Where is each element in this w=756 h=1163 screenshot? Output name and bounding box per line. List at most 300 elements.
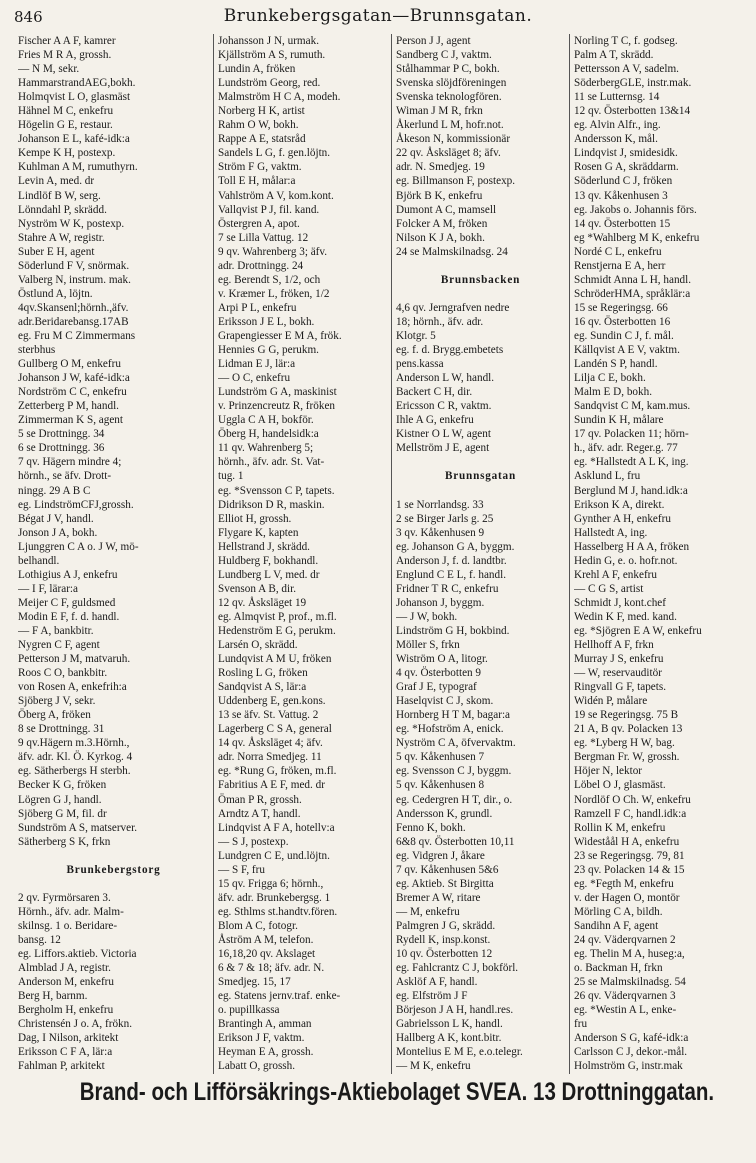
directory-entry: — S J, postexp.	[218, 835, 289, 848]
directory-entry: eg. *Fegth M, enkefru	[574, 877, 674, 890]
directory-entry: SchröderHMA, språklär:a	[574, 287, 691, 300]
directory-entry: Lönndahl P, skrädd.	[18, 203, 107, 216]
directory-entry: 23 qv. Polacken 14 & 15	[574, 863, 685, 876]
directory-entry: 13 se äfv. St. Vattug. 2	[218, 709, 319, 722]
directory-entry: Hallstedt A, ing.	[574, 526, 648, 539]
directory-entry: eg *Wahlberg M K, enkefru	[574, 231, 700, 244]
directory-entry: hörnh., se äfv. Drott-	[18, 470, 112, 483]
directory-entry: Sandels L G, f. gen.löjtn.	[218, 147, 331, 160]
directory-entry: Kistner O L W, agent	[396, 428, 491, 441]
directory-entry: Modin E F, f. d. handl.	[18, 610, 120, 623]
directory-entry: eg. *Lyberg H W, bag.	[574, 737, 675, 750]
directory-entry: eg. Fahlcrantz C J, bokförl.	[396, 962, 519, 975]
directory-entry	[218, 1073, 387, 1074]
directory-entry: 14 qv. Österbotten 15	[574, 217, 671, 230]
directory-entry: eg. Elfström J F	[396, 990, 468, 1003]
directory-entry: Hennies G G, perukm.	[218, 344, 319, 357]
street-heading: Brunnsbacken	[440, 273, 521, 286]
directory-entry: Schmidt J, kont.chef	[574, 596, 666, 609]
directory-entry: Nyström W K, postexp.	[18, 217, 125, 230]
directory-entry: 1 se Norrlandsg. 33	[396, 498, 484, 511]
directory-entry: Vahlström A V, kom.kont.	[218, 189, 334, 202]
directory-entry: 6&8 qv. Österbotten 10,11	[396, 835, 515, 848]
directory-entry: Nordström C C, enkefru	[18, 386, 127, 399]
directory-entry: Haselqvist C J, skom.	[396, 695, 494, 708]
directory-entry: Öman P R, grossh.	[218, 793, 302, 806]
directory-entry: belhandl.	[18, 554, 60, 567]
directory-entry: Rosling L G, fröken	[218, 667, 308, 680]
directory-entry: o. Backman H, frkn	[574, 962, 663, 975]
directory-entry: 15 qv. Frigga 6; hörnh.,	[218, 877, 324, 890]
directory-entry: adr.Beridarebansg.17AB	[18, 315, 129, 328]
directory-entry: HammarstrandAEG,bokh.	[18, 77, 136, 90]
directory-entry: Högelin G E, restaur.	[18, 119, 113, 132]
directory-entry: eg. *Sjögren E A W, enkefru	[574, 624, 702, 637]
directory-entry: eg. Almqvist P, prof., m.fl.	[218, 610, 337, 623]
directory-entry: 16,18,20 qv. Akslaget	[218, 948, 316, 961]
directory-entry: Mörling C A, bildh.	[574, 905, 663, 918]
directory-entry: Malmström H C A, modeh.	[218, 91, 341, 104]
directory-entry: — N M, sekr.	[18, 63, 80, 76]
street-heading: Brunkebergstorg	[66, 863, 161, 876]
directory-entry: eg. Cedergren H T, dir., o.	[396, 793, 513, 806]
directory-entry: Becker K G, fröken	[18, 779, 107, 792]
directory-entry: Löbel O J, glasmäst.	[574, 779, 666, 792]
directory-entry: Didrikson D R, maskin.	[218, 498, 325, 511]
directory-entry: 11 se Lutternsg. 14	[574, 91, 660, 104]
directory-entry: 7 se Lilla Vattug. 12	[218, 231, 309, 244]
directory-entry: Öberg H, handelsidk:a	[218, 428, 319, 441]
directory-entry: Grapengiesser E M A, frök.	[218, 329, 342, 342]
directory-entry: ningg. 29 A B C	[18, 484, 91, 497]
directory-entry: Roos C O, bankbitr.	[18, 667, 108, 680]
directory-entry: 24 qv. Väderqvarnen 2	[574, 934, 676, 946]
directory-entry: 4 qv. Österbotten 9	[396, 667, 482, 680]
directory-entry: Wideståål H A, enkefru	[574, 835, 680, 848]
directory-entry: Malm E D, bokh.	[574, 386, 652, 399]
directory-entry: — O C, enkefru	[218, 372, 291, 385]
directory-entry: Kuhlman A M, rumuthyrn.	[18, 161, 138, 174]
directory-entry: eg. *Hallstedt A L K, ing.	[574, 456, 689, 469]
directory-entry: Flygare K, kapten	[218, 526, 299, 539]
directory-entry: Arndtz A T, handl.	[218, 807, 301, 820]
directory-entry: Fridner T R C, enkefru	[396, 582, 499, 595]
directory-entry: — S F, fru	[218, 863, 265, 876]
directory-entry: Lundberg L V, med. dr	[218, 568, 320, 581]
directory-entry: v. Prinzencreutz R, fröken	[218, 400, 336, 413]
directory-entry: Hornberg H T M, bagar:a	[396, 709, 511, 722]
directory-entry: 18; hörnh., äfv. adr.	[396, 315, 484, 328]
directory-entry: eg. Billmanson F, postexp.	[396, 175, 516, 188]
directory-entry: — W, reservauditör	[574, 667, 662, 680]
directory-entry: Bremer A W, ritare	[396, 891, 481, 904]
directory-entry: 24 se Malmskilnadsg. 24	[396, 245, 508, 258]
directory-entry: Palmgren J G, skrädd.	[396, 919, 496, 932]
directory-entry: Lindlöf B W, serg.	[18, 189, 101, 202]
directory-entry: Johanson J W, kafé-idk:a	[18, 372, 130, 385]
directory-entry: Ljunggren C A o. J W, mö-	[18, 540, 139, 553]
directory-entry: 16 qv. Österbotten 16	[574, 315, 671, 328]
directory-entry: sterbhus	[18, 344, 56, 357]
directory-entry: Folcker A M, fröken	[396, 217, 488, 230]
directory-entry: eg. Sundin C J, f. mål.	[574, 329, 674, 342]
directory-entry: Norling T C, f. godseg.	[574, 35, 678, 47]
directory-entry: 6 & 7 & 18; äfv. adr. N.	[218, 962, 325, 975]
directory-entry: Brantingh A, amman	[218, 1018, 312, 1031]
directory-entry: eg. Aktieb. St Birgitta	[396, 877, 494, 890]
directory-entry: Kjällström A S, rumuth.	[218, 49, 326, 62]
directory-entry: Svenska slöjdföreningen	[396, 77, 507, 90]
directory-entry: Zetterberg P M, handl.	[18, 400, 119, 413]
directory-entry: Lindqvist J, smidesidk.	[574, 147, 678, 160]
directory-entry: Mellström J E, agent	[396, 442, 490, 455]
directory-entry: eg. Thelin M A, huseg:a,	[574, 948, 685, 961]
directory-entry: 3 qv. Kåkenhusen 9	[396, 526, 485, 539]
directory-entry: eg. Statens jernv.traf. enke-	[218, 990, 341, 1003]
directory-entry: Uggla C A H, bokför.	[218, 414, 314, 427]
directory-entry: eg. Vidgren J, åkare	[396, 849, 485, 862]
directory-entry: Stahre A W, registr.	[18, 231, 105, 244]
directory-entry: eg. *Rung G, fröken, m.fl.	[218, 765, 337, 778]
directory-entry: Lundgren C E, und.löjtn.	[218, 849, 330, 862]
directory-entry: Smedjeg. 15, 17	[218, 976, 291, 989]
directory-entry: Höjer N, lektor	[574, 765, 643, 778]
directory-entry: Åkeson N, kommissionär	[396, 133, 511, 146]
directory-entry: Öberg A, fröken	[18, 709, 91, 722]
directory-entry: Rappe A E, statsråd	[218, 133, 306, 146]
directory-entry: Petterson J M, matvaruh.	[18, 653, 131, 666]
directory-entry: 9 qv.Hägern m.3.Hörnh.,	[18, 737, 130, 750]
directory-entry: Ericsson C R, vaktm.	[396, 400, 492, 413]
directory-entry	[396, 287, 565, 301]
directory-entry: Asklöf A F, handl.	[396, 976, 478, 989]
directory-entry: Pettersson A V, sadelm.	[574, 63, 679, 76]
directory-entry: Murray J S, enkefru	[574, 653, 664, 666]
directory-entry: Blom A C, fotogr.	[218, 919, 298, 932]
directory-entry: pens.kassa	[396, 358, 444, 371]
directory-entry: Valberg N, instrum. mak.	[18, 273, 131, 286]
directory-entry: 13 qv. Kåkenhusen 3	[574, 189, 668, 202]
directory-entry: Asklund L, fru	[574, 470, 641, 483]
directory-entry: Gabrielsson L K, handl.	[396, 1018, 503, 1031]
directory-entry: Huldberg F, bokhandl.	[218, 554, 319, 567]
directory-entry: Svenska teknologfören.	[396, 91, 502, 104]
directory-entry: Sandqvist C M, kam.mus.	[574, 400, 691, 413]
directory-entry: fru	[574, 1018, 588, 1031]
directory-entry: 15 se Regeringsg. 66	[574, 301, 668, 314]
advertisement-banner: Brand- och Lifförsäkrings-Aktiebolaget SVEA. 13 Drottninggatan.	[79, 1078, 715, 1106]
directory-entry: — M K, enkefru	[396, 1060, 471, 1073]
directory-entry: 9 qv. Wahrenberg 3; äfv.	[218, 245, 328, 258]
directory-entry: Montelius E M E, e.o.telegr.	[396, 1046, 523, 1059]
directory-entry: Graf J E, typograf	[396, 681, 477, 694]
directory-entry: Johanson E L, kafé-idk:a	[18, 133, 130, 146]
directory-entry: 17 qv. Polacken 11; hörn-	[574, 428, 689, 441]
directory-entry: v. der Hagen O, montör	[574, 891, 680, 904]
directory-entry: Rollin K M, enkefru	[574, 821, 666, 834]
directory-entry: eg. Sätherbergs H sterbh.	[18, 765, 131, 778]
directory-entry: skilnsg. 1 o. Beridare-	[18, 919, 118, 932]
directory-entry: Källqvist A E V, vaktm.	[574, 344, 680, 357]
directory-entry: Larsén O, skrädd.	[218, 639, 298, 652]
directory-entry: SöderbergGLE, instr.mak.	[574, 77, 692, 90]
directory-entry: Wiström O A, litogr.	[396, 653, 488, 666]
directory-entry: 4,6 qv. Jerngrafven nedre	[396, 301, 510, 314]
directory-entry: Sätherberg S K, frkn	[18, 835, 111, 848]
directory-entry: 5 qv. Kåkenhusen 8	[396, 779, 485, 792]
directory-entry: Östergren A, apot.	[218, 217, 300, 230]
directory-entry: Wedin K F, med. kand.	[574, 610, 677, 623]
directory-entry: Berglund M J, hand.idk:a	[574, 484, 688, 497]
directory-entry: Åkerlund L M, hofr.not.	[396, 119, 504, 132]
directory-entry: Landén S P, handl.	[574, 358, 658, 371]
directory-entry: 23 se Regeringsg. 79, 81	[574, 849, 685, 862]
directory-entry: Backert C H, dir.	[396, 386, 473, 399]
directory-entry: Zimmerman K S, agent	[18, 414, 124, 427]
directory-entry: Hellstrand J, skrädd.	[218, 540, 310, 553]
directory-entry: Sandqvist A S, lär:a	[218, 681, 307, 694]
directory-entry: Hasselberg H A A, fröken	[574, 540, 690, 553]
directory-columns	[14, 34, 744, 1074]
directory-entry: Kempe K H, postexp.	[18, 147, 116, 160]
directory-entry: Johansson J N, urmak.	[218, 35, 319, 47]
directory-entry: Bergholm H, enkefru	[18, 1004, 114, 1017]
directory-entry: äfv. adr. Brunkebergsg. 1	[218, 891, 331, 904]
directory-entry: eg. *Westin A L, enke-	[574, 1004, 677, 1017]
directory-entry: eg. Liffors.aktieb. Victoria	[18, 948, 137, 961]
directory-entry: Lögren G J, handl.	[18, 793, 102, 806]
directory-entry: o. pupillkassa	[218, 1004, 280, 1017]
directory-entry: eg. *Svensson C P, tapets.	[218, 484, 335, 497]
directory-entry: Schmidt Anna L H, handl.	[574, 273, 692, 286]
directory-entry: Anderson S G, kafé-idk:a	[574, 1032, 689, 1045]
directory-entry: Berg H, barnm.	[18, 990, 88, 1003]
directory-entry: Dag, I Nilson, arkitekt	[18, 1032, 119, 1045]
directory-entry: Hellhoff A F, frkn	[574, 639, 654, 652]
directory-entry: Lundqvist A M U, fröken	[218, 653, 332, 666]
directory-entry: Dumont A C, mamsell	[396, 203, 497, 216]
directory-entry: eg. f. d. Brygg.embetets	[396, 344, 504, 357]
directory-entry: eg. LindströmCFJ,grossh.	[18, 498, 134, 511]
directory-entry: bansg. 12	[18, 934, 61, 946]
directory-entry: Johanson J, byggm.	[396, 596, 485, 609]
directory-entry: 21 A, B qv. Polacken 13	[574, 723, 683, 736]
directory-entry: 5 qv. Kåkenhusen 7	[396, 751, 485, 764]
directory-entry: Palm A T, skrädd.	[574, 49, 654, 62]
directory-entry: Vallqvist P J, fil. kand.	[218, 203, 320, 216]
directory-entry: Lundström Georg, red.	[218, 77, 321, 90]
directory-entry: Nilson K J A, bokh.	[396, 231, 485, 244]
directory-entry	[396, 1073, 565, 1074]
directory-entry: 5 se Drottningg. 34	[18, 428, 105, 441]
directory-entry: eg. Sthlms st.handtv.fören.	[218, 905, 338, 918]
directory-entry: Ihle A G, enkefru	[396, 414, 474, 427]
directory-entry: Fischer A A F, kamrer	[18, 35, 116, 47]
directory-entry: eg. Johanson G A, byggm.	[396, 540, 515, 553]
directory-entry: hörnh., äfv. adr. St. Vat-	[218, 456, 325, 469]
directory-entry: Gynther A H, enkefru	[574, 512, 671, 525]
directory-entry: — J W, bokh.	[396, 610, 458, 623]
directory-entry: — F A, bankbitr.	[18, 624, 94, 637]
directory-entry: tug. 1	[218, 470, 244, 483]
directory-entry: Meijer C F, guldsmed	[18, 596, 116, 609]
directory-entry: Börjeson J A H, handl.res.	[396, 1004, 514, 1017]
directory-entry: h., äfv. adr. Reger.g. 77	[574, 442, 678, 455]
directory-entry: Björk B K, enkefru	[396, 189, 483, 202]
directory-entry: Sundström A S, matserver.	[18, 821, 138, 834]
directory-entry: Sjöberg J V, sekr.	[18, 695, 96, 708]
directory-entry: Anderson M, enkefru	[18, 976, 115, 989]
directory-entry	[396, 484, 565, 498]
column-1	[14, 34, 214, 1074]
directory-entry: eg. Svensson C J, byggm.	[396, 765, 512, 778]
directory-entry: Fahlman P, arkitekt	[18, 1060, 105, 1073]
directory-entry: Bergman Fr. W, grossh.	[574, 751, 680, 764]
directory-entry: Nordlöf O Ch. W, enkefru	[574, 793, 691, 806]
directory-entry	[18, 877, 209, 891]
directory-entry: Östlund A, löjtn.	[18, 287, 93, 300]
directory-entry: Toll E H, målar:a	[218, 175, 296, 188]
directory-entry: Englund C E L, f. handl.	[396, 568, 506, 581]
directory-entry: von Rosen A, enkefrih:a	[18, 681, 127, 694]
directory-entry: 26 qv. Väderqvarnen 3	[574, 990, 676, 1003]
directory-entry: Labatt O, grossh.	[218, 1060, 296, 1073]
directory-entry: 7 qv. Kåkenhusen 5&6	[396, 863, 499, 876]
directory-entry: — M, enkefru	[396, 905, 460, 918]
directory-entry: 11 qv. Wahrenberg 5;	[218, 442, 314, 455]
directory-entry: Eriksson J E L, bokh.	[218, 315, 315, 328]
directory-entry: Lindqvist A F A, hotellv:a	[218, 821, 335, 834]
directory-entry: 7 qv. Hägern mindre 4;	[18, 456, 122, 469]
directory-entry: Lindström G H, bokbind.	[396, 624, 510, 637]
directory-entry: v. Kræmer L, fröken, 1/2	[218, 287, 330, 300]
directory-entry: 22 qv. Åsksläget 8; äfv.	[396, 147, 501, 160]
directory-entry: Lilja C E, bokh.	[574, 372, 646, 385]
directory-entry: Anderson J, f. d. landtbr.	[396, 554, 507, 567]
directory-entry: Renstjerna E A, herr	[574, 259, 666, 272]
directory-entry: Levin A, med. dr	[18, 175, 95, 188]
directory-entry: Anderson L W, handl.	[396, 372, 495, 385]
directory-entry	[396, 259, 565, 273]
directory-entry: Ramzell F C, handl.idk:a	[574, 807, 687, 820]
directory-entry: Holmqvist L O, glasmäst	[18, 91, 131, 104]
directory-entry: Arpi P L, enkefru	[218, 301, 297, 314]
directory-entry: Almblad J A, registr.	[18, 962, 111, 975]
column-3	[392, 34, 570, 1074]
directory-entry: 6 se Drottningg. 36	[18, 442, 105, 455]
directory-entry: Hallberg A K, kont.bitr.	[396, 1032, 502, 1045]
directory-entry: 19 se Regeringsg. 75 B	[574, 709, 679, 722]
directory-entry: Uddenberg E, gen.kons.	[218, 695, 326, 708]
directory-entry: 8 se Drottningg. 31	[18, 723, 105, 736]
directory-entry: Widén P, målare	[574, 695, 648, 708]
directory-entry: Rosen G A, skräddarm.	[574, 161, 679, 174]
directory-entry: eg. Fru M C Zimmermans	[18, 329, 136, 342]
directory-entry: Söderlund F V, snörmak.	[18, 259, 130, 272]
directory-entry: eg. *Hofström A, enick.	[396, 723, 504, 736]
directory-entry: 2 se Birger Jarls g. 25	[396, 512, 494, 525]
directory-entry: Norberg H K, artist	[218, 105, 305, 118]
directory-entry: 12 qv. Åsksläget 19	[218, 596, 307, 609]
directory-entry: 2 qv. Fyrmörsaren 3.	[18, 891, 111, 904]
directory-entry: Sjöberg G M, fil. dr	[18, 807, 107, 820]
directory-entry: Rahm O W, bokh.	[218, 119, 299, 132]
running-head: Brunkebergsgatan—Brunnsgatan.	[223, 6, 533, 26]
directory-entry: Nordé C L, enkefru	[574, 245, 662, 258]
directory-entry: eg. Jakobs o. Johannis förs.	[574, 203, 697, 216]
directory-entry: Fenno K, bokh.	[396, 821, 466, 834]
directory-entry: — C G S, artist	[574, 582, 644, 595]
directory-entry: Holmström G, instr.mak	[574, 1060, 683, 1073]
directory-entry: Erikson K A, direkt.	[574, 498, 665, 511]
directory-entry: Klotgr. 5	[396, 329, 436, 342]
directory-entry	[396, 455, 565, 469]
directory-entry: Ringvall G F, tapets.	[574, 681, 667, 694]
directory-entry: Heyman E A, grossh.	[218, 1046, 314, 1059]
directory-entry: Lothigius A J, enkefru	[18, 568, 118, 581]
directory-entry: Person J J, agent	[396, 35, 471, 47]
column-2	[214, 34, 392, 1074]
directory-entry: eg. Berendt S, 1/2, och	[218, 273, 321, 286]
directory-entry: Svenson A B, dir.	[218, 582, 297, 595]
directory-entry: 25 se Malmskilnadsg. 54	[574, 976, 686, 989]
directory-entry: Andersson K, mål.	[574, 133, 658, 146]
directory-entry: Wiman J M R, frkn	[396, 105, 483, 118]
directory-entry: Ström F G, vaktm.	[218, 161, 302, 174]
directory-entry: Suber E H, agent	[18, 245, 95, 258]
directory-entry: Erikson J F, vaktm.	[218, 1032, 305, 1045]
directory-entry: Lundin A, fröken	[218, 63, 296, 76]
directory-entry: Nygren C F, agent	[18, 639, 100, 652]
directory-entry: Sandberg C J, vaktm.	[396, 49, 492, 62]
directory-entry: Möller S, frkn	[396, 639, 460, 652]
directory-entry: 14 qv. Åsksläget 4; äfv.	[218, 737, 323, 750]
directory-entry: Hörnh., äfv. adr. Malm-	[18, 905, 124, 918]
directory-entry: 10 qv. Österbotten 12	[396, 948, 493, 961]
directory-entry: Hedin G, e. o. hofr.not.	[574, 554, 678, 567]
directory-entry	[18, 1073, 209, 1074]
directory-entry: Lidman E J, lär:a	[218, 358, 296, 371]
directory-entry: Åström A M, telefon.	[218, 934, 314, 946]
directory-entry: Gullberg O M, enkefru	[18, 358, 121, 371]
directory-entry: adr. Drottningg. 24	[218, 259, 304, 272]
directory-entry: Lundström G A, maskinist	[218, 386, 337, 399]
directory-entry: Krehl A F, enkefru	[574, 568, 657, 581]
directory-entry: Sandihn A F, agent	[574, 919, 659, 932]
page-number: 846	[14, 8, 43, 26]
directory-entry: Stålhammar P C, bokh.	[396, 63, 500, 76]
directory-entry: äfv. adr. Kl. Ö. Kyrkog. 4	[18, 751, 133, 764]
directory-entry: Andersson K, grundl.	[396, 807, 493, 820]
directory-entry	[18, 849, 209, 863]
directory-entry: Eriksson C F A, lär:a	[18, 1046, 113, 1059]
directory-entry: adr. Norra Smedjeg. 11	[218, 751, 322, 764]
directory-entry: Hähnel M C, enkefru	[18, 105, 114, 118]
directory-entry: Fabritius A E F, med. dr	[218, 779, 325, 792]
directory-entry: Rydell K, insp.konst.	[396, 934, 491, 946]
directory-entry: 12 qv. Österbotten 13&14	[574, 105, 691, 118]
directory-entry: eg. Alvin Alfr., ing.	[574, 119, 661, 132]
directory-entry: Hedenström E G, perukm.	[218, 624, 336, 637]
directory-entry: Söderlund C J, fröken	[574, 175, 673, 188]
directory-entry: Bégat J V, handl.	[18, 512, 94, 525]
directory-entry: Elliot H, grossh.	[218, 512, 292, 525]
directory-entry: Fries M R A, grossh.	[18, 49, 112, 62]
directory-entry: Lagerberg C S A, general	[218, 723, 332, 736]
street-heading: Brunnsgatan	[445, 470, 516, 483]
directory-entry: adr. N. Smedjeg. 19	[396, 161, 485, 174]
directory-entry: Christensén J o. A, frökn.	[18, 1018, 133, 1031]
